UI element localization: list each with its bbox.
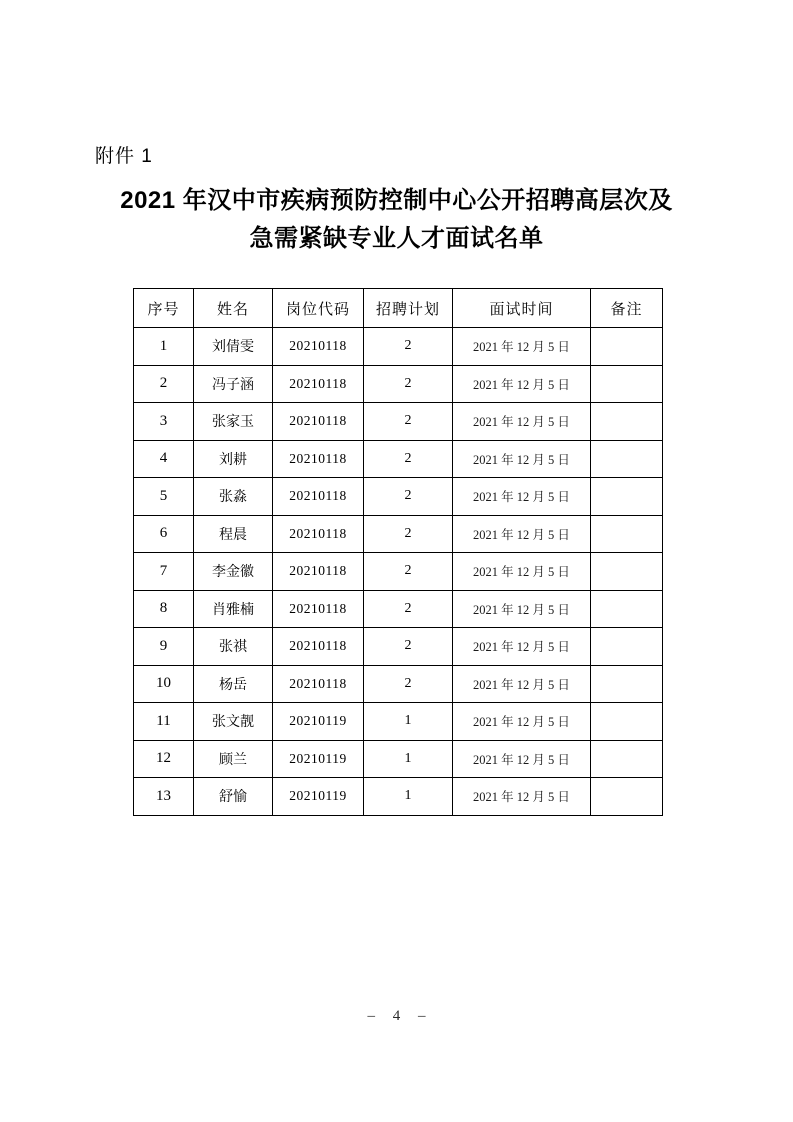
cell-interview-time: 2021 年 12 月 5 日 (453, 778, 591, 816)
cell-name: 刘倩雯 (194, 328, 273, 366)
table-row (134, 328, 663, 366)
cell-plan: 2 (364, 665, 453, 703)
table-row (134, 740, 663, 778)
cell-name: 张祺 (194, 628, 273, 666)
cell-plan: 1 (364, 703, 453, 741)
cell-index: 6 (134, 515, 194, 553)
header-plan: 招聘计划 (364, 289, 453, 328)
cell-position-code: 20210118 (273, 478, 364, 516)
cell-name: 顾兰 (194, 740, 273, 778)
table-header-row (134, 289, 663, 328)
cell-remark (591, 440, 663, 478)
header-remark: 备注 (591, 289, 663, 328)
cell-remark (591, 553, 663, 591)
cell-plan: 2 (364, 403, 453, 441)
cell-plan: 1 (364, 740, 453, 778)
cell-position-code: 20210119 (273, 778, 364, 816)
cell-interview-time: 2021 年 12 月 5 日 (453, 590, 591, 628)
cell-remark (591, 478, 663, 516)
cell-remark (591, 515, 663, 553)
cell-index: 7 (134, 553, 194, 591)
attachment-label: 附件 1 (95, 146, 153, 167)
cell-index: 5 (134, 478, 194, 516)
cell-name: 杨岳 (194, 665, 273, 703)
document-title (0, 182, 793, 258)
table-row (134, 403, 663, 441)
cell-index: 2 (134, 365, 194, 403)
table-row (134, 665, 663, 703)
cell-index: 4 (134, 440, 194, 478)
cell-position-code: 20210119 (273, 703, 364, 741)
cell-plan: 1 (364, 778, 453, 816)
header-index: 序号 (134, 289, 194, 328)
cell-name: 刘耕 (194, 440, 273, 478)
cell-plan: 2 (364, 440, 453, 478)
cell-position-code: 20210118 (273, 328, 364, 366)
cell-plan: 2 (364, 328, 453, 366)
cell-plan: 2 (364, 590, 453, 628)
cell-plan: 2 (364, 478, 453, 516)
cell-interview-time: 2021 年 12 月 5 日 (453, 365, 591, 403)
cell-interview-time: 2021 年 12 月 5 日 (453, 628, 591, 666)
cell-index: 10 (134, 665, 194, 703)
cell-name: 张文靓 (194, 703, 273, 741)
table-row (134, 515, 663, 553)
cell-index: 12 (134, 740, 194, 778)
cell-position-code: 20210118 (273, 365, 364, 403)
header-interview-time: 面试时间 (453, 289, 591, 328)
header-name: 姓名 (194, 289, 273, 328)
cell-remark (591, 403, 663, 441)
cell-index: 1 (134, 328, 194, 366)
header-position-code: 岗位代码 (273, 289, 364, 328)
cell-interview-time: 2021 年 12 月 5 日 (453, 403, 591, 441)
cell-remark (591, 703, 663, 741)
document-title-line-1: 2021 年汉中市疾病预防控制中心公开招聘高层次及 (120, 187, 673, 214)
cell-index: 13 (134, 778, 194, 816)
table-row (134, 778, 663, 816)
cell-name: 张家玉 (194, 403, 273, 441)
cell-position-code: 20210118 (273, 515, 364, 553)
cell-name: 舒愉 (194, 778, 273, 816)
cell-interview-time: 2021 年 12 月 5 日 (453, 703, 591, 741)
cell-interview-time: 2021 年 12 月 5 日 (453, 740, 591, 778)
cell-name: 张淼 (194, 478, 273, 516)
cell-remark (591, 740, 663, 778)
cell-name: 李金徽 (194, 553, 273, 591)
cell-index: 3 (134, 403, 194, 441)
cell-plan: 2 (364, 553, 453, 591)
cell-remark (591, 328, 663, 366)
cell-remark (591, 778, 663, 816)
table-row (134, 478, 663, 516)
table-row (134, 553, 663, 591)
cell-remark (591, 590, 663, 628)
cell-plan: 2 (364, 365, 453, 403)
document-title-line-2: 急需紧缺专业人才面试名单 (249, 225, 544, 252)
cell-interview-time: 2021 年 12 月 5 日 (453, 515, 591, 553)
cell-interview-time: 2021 年 12 月 5 日 (453, 665, 591, 703)
table-row (134, 703, 663, 741)
cell-remark (591, 365, 663, 403)
cell-plan: 2 (364, 515, 453, 553)
cell-name: 冯子涵 (194, 365, 273, 403)
cell-position-code: 20210119 (273, 740, 364, 778)
cell-interview-time: 2021 年 12 月 5 日 (453, 328, 591, 366)
page-number: – 4 – (367, 1008, 426, 1024)
table-row (134, 440, 663, 478)
interview-roster-table (133, 288, 663, 816)
cell-interview-time: 2021 年 12 月 5 日 (453, 440, 591, 478)
cell-remark (591, 665, 663, 703)
cell-position-code: 20210118 (273, 628, 364, 666)
cell-position-code: 20210118 (273, 403, 364, 441)
cell-position-code: 20210118 (273, 553, 364, 591)
table-row (134, 590, 663, 628)
cell-remark (591, 628, 663, 666)
table-row (134, 628, 663, 666)
cell-interview-time: 2021 年 12 月 5 日 (453, 478, 591, 516)
cell-plan: 2 (364, 628, 453, 666)
table-body (134, 328, 663, 816)
cell-index: 8 (134, 590, 194, 628)
cell-interview-time: 2021 年 12 月 5 日 (453, 553, 591, 591)
cell-index: 11 (134, 703, 194, 741)
cell-name: 肖雅楠 (194, 590, 273, 628)
cell-position-code: 20210118 (273, 665, 364, 703)
table-row (134, 365, 663, 403)
cell-position-code: 20210118 (273, 590, 364, 628)
cell-index: 9 (134, 628, 194, 666)
cell-position-code: 20210118 (273, 440, 364, 478)
cell-name: 程晨 (194, 515, 273, 553)
